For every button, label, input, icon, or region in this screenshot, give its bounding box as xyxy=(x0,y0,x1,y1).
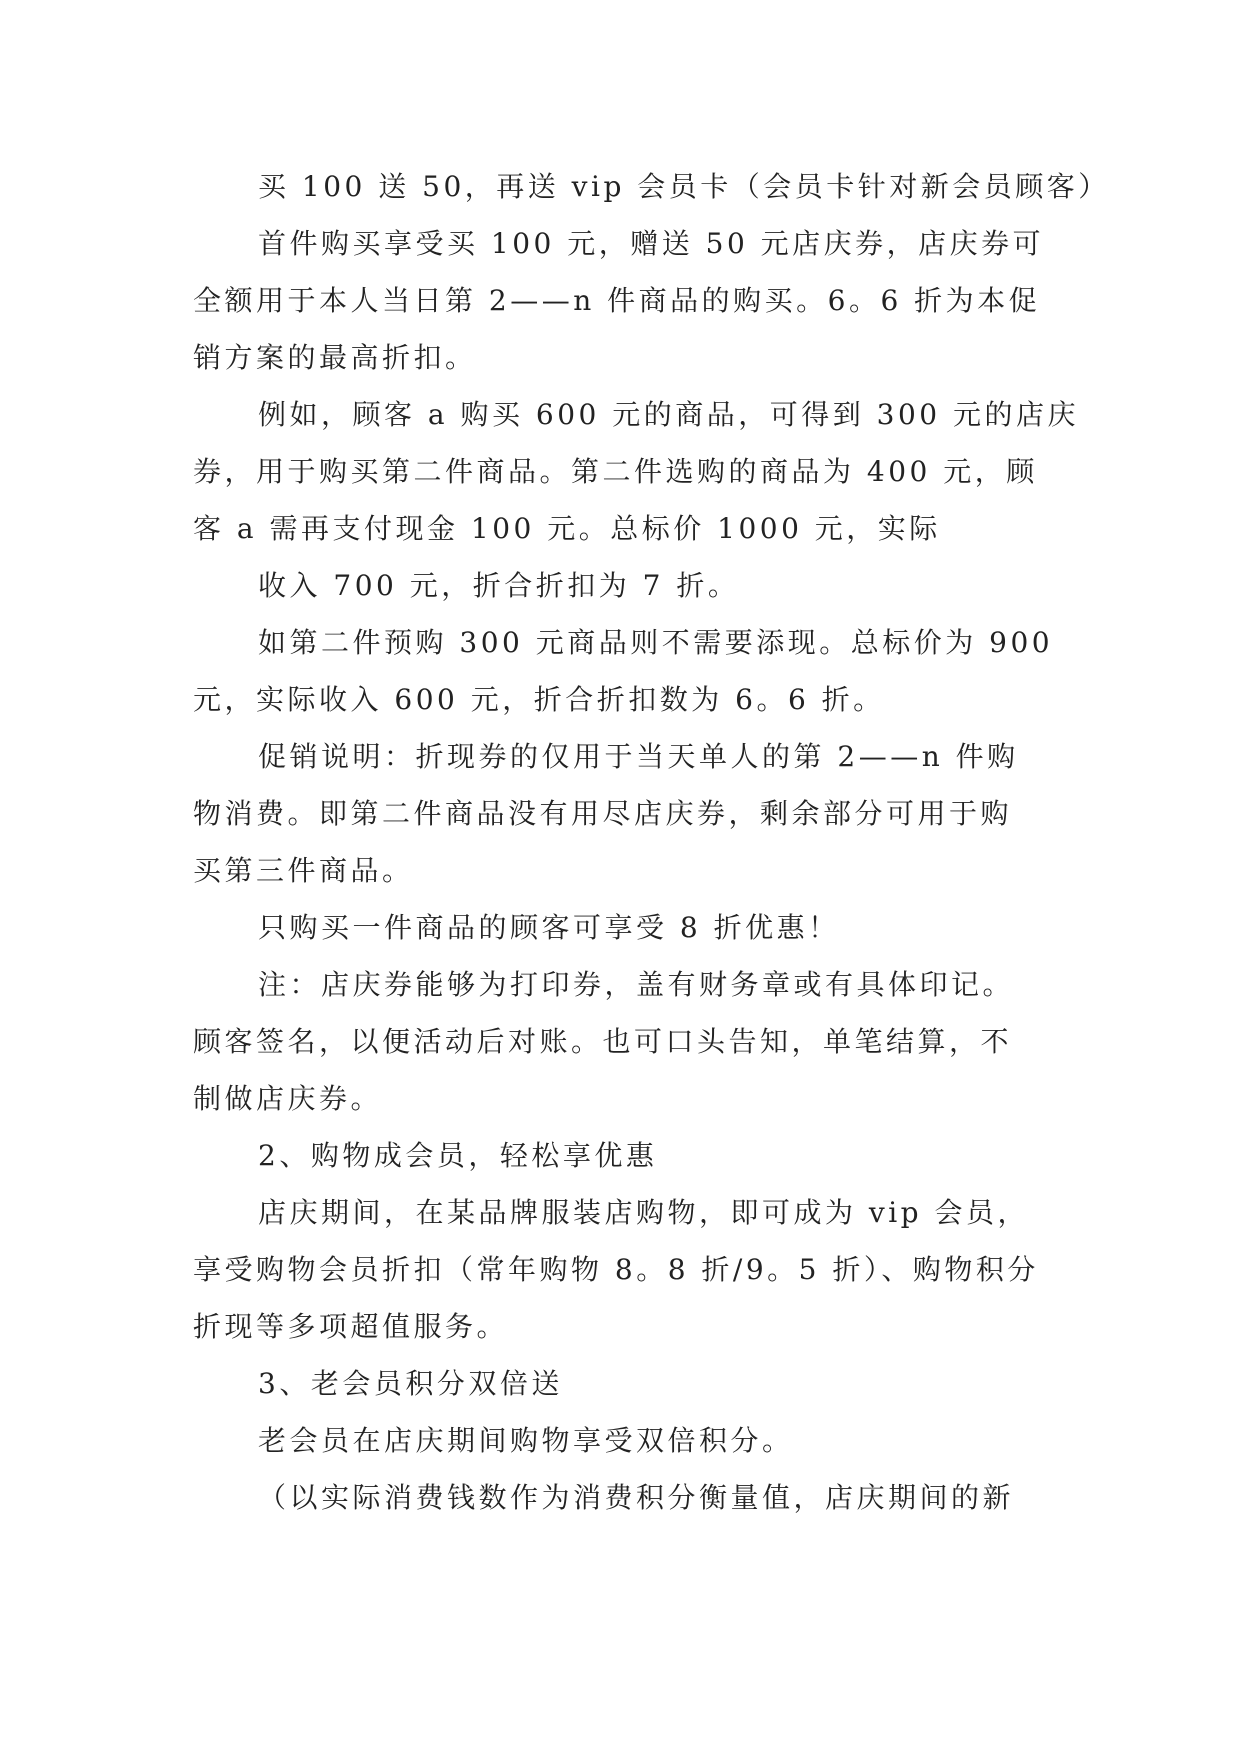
text-line: 老会员在店庆期间购物享受双倍积分。 xyxy=(258,1424,794,1457)
text-line: 只购买一件商品的顾客可享受 8 折优惠！ xyxy=(258,911,840,944)
text-line: 元，实际收入 600 元，折合折扣数为 6。6 折。 xyxy=(193,683,885,716)
text-line: 买 100 送 50，再送 vip 会员卡（会员卡针对新会员顾客） xyxy=(258,170,1110,203)
text-line: 物消费。即第二件商品没有用尽店庆券，剩余部分可用于购 xyxy=(193,797,1013,830)
text-line: 店庆期间，在某品牌服装店购物，即可成为 vip 会员， xyxy=(258,1196,1030,1229)
text-line: 券，用于购买第二件商品。第二件选购的商品为 400 元，顾 xyxy=(193,455,1038,488)
text-line: （以实际消费钱数作为消费积分衡量值，店庆期间的新 xyxy=(258,1481,1015,1514)
text-line: 顾客签名，以便活动后对账。也可口头告知，单笔结算，不 xyxy=(193,1025,1013,1058)
text-line: 全额用于本人当日第 2——n 件商品的购买。6。6 折为本促 xyxy=(193,284,1041,317)
text-line: 享受购物会员折扣（常年购物 8。8 折/9。5 折）、购物积分 xyxy=(193,1253,1039,1286)
text-line: 促销说明：折现券的仅用于当天单人的第 2——n 件购 xyxy=(258,740,1019,773)
text-line: 首件购买享受买 100 元，赠送 50 元店庆券，店庆券可 xyxy=(258,227,1045,260)
text-line: 制做店庆券。 xyxy=(193,1082,383,1115)
text-line: 销方案的最高折扣。 xyxy=(193,341,477,374)
text-line: 折现等多项超值服务。 xyxy=(193,1310,509,1343)
section-heading: 2、购物成会员，轻松享优惠 xyxy=(258,1139,658,1172)
section-heading: 3、老会员积分双倍送 xyxy=(258,1367,563,1400)
text-line: 买第三件商品。 xyxy=(193,854,414,887)
text-line: 收入 700 元，折合折扣为 7 折。 xyxy=(258,569,740,602)
text-line: 例如，顾客 a 购买 600 元的商品，可得到 300 元的店庆 xyxy=(258,398,1079,431)
text-line: 客 a 需再支付现金 100 元。总标价 1000 元，实际 xyxy=(193,512,941,545)
text-line: 注：店庆券能够为打印券，盖有财务章或有具体印记。 xyxy=(258,968,1015,1001)
text-line: 如第二件预购 300 元商品则不需要添现。总标价为 900 xyxy=(258,626,1054,659)
